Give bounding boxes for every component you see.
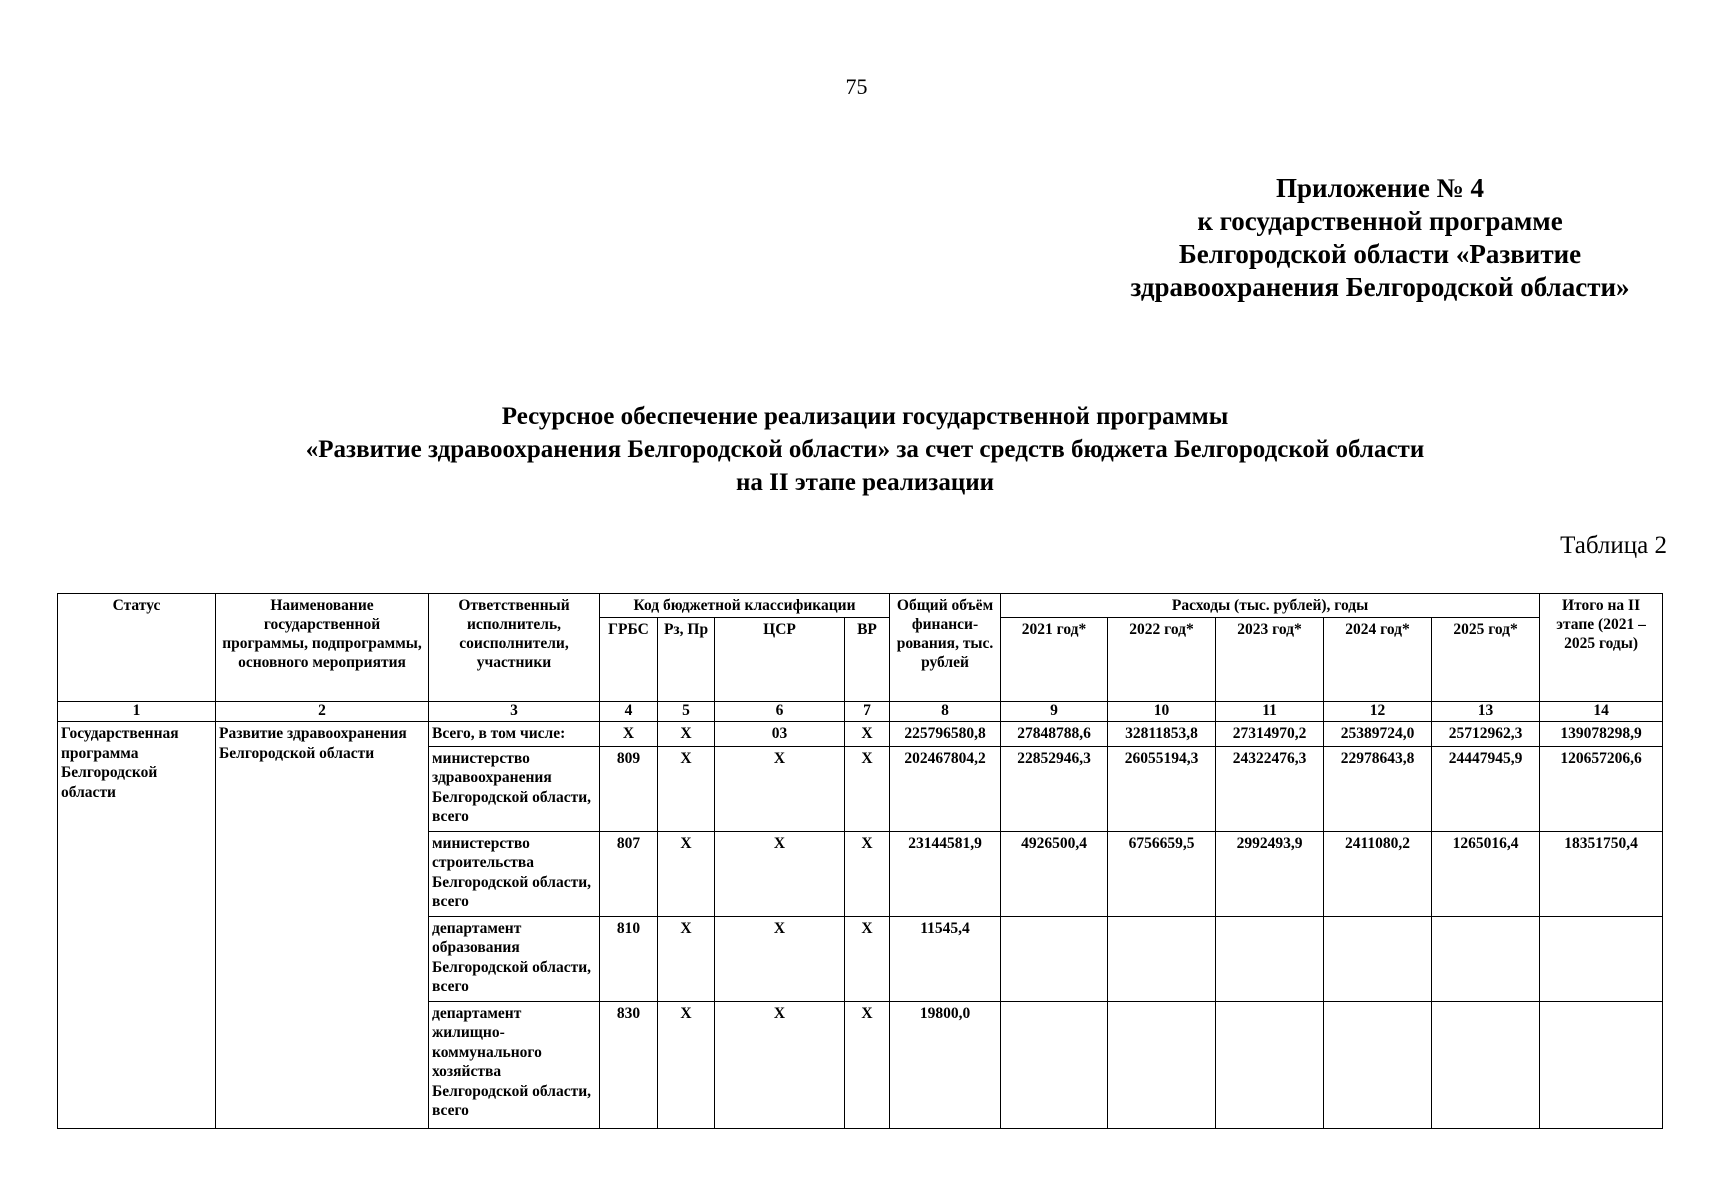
- year-2022-cell: 6756659,5: [1108, 831, 1216, 916]
- total-cell: 225796580,8: [890, 722, 1001, 747]
- rzpr-cell: X: [658, 831, 715, 916]
- year-2021-cell: [1001, 1001, 1108, 1128]
- document-title: [100, 400, 1630, 499]
- rzpr-cell: X: [658, 722, 715, 747]
- title-line: Ресурсное обеспечение реализации государственной программы: [501, 403, 1229, 430]
- header-year-2022: 2022 год*: [1108, 618, 1216, 702]
- column-number: 8: [890, 702, 1001, 722]
- column-number: 5: [658, 702, 715, 722]
- total-cell: 202467804,2: [890, 746, 1001, 831]
- appendix-line: Приложение № 4: [1276, 173, 1484, 203]
- year-2024-cell: 22978643,8: [1324, 746, 1432, 831]
- header-year-2023: 2023 год*: [1216, 618, 1324, 702]
- stage-total-cell: 18351750,4: [1540, 831, 1663, 916]
- grbs-cell: 809: [600, 746, 658, 831]
- year-2025-cell: [1432, 916, 1540, 1001]
- total-cell: 23144581,9: [890, 831, 1001, 916]
- rzpr-cell: X: [658, 746, 715, 831]
- page-number: 75: [845, 74, 868, 99]
- table-row: [58, 722, 1663, 747]
- csr-cell: X: [715, 1001, 845, 1128]
- rzpr-cell: X: [658, 1001, 715, 1128]
- vr-cell: X: [845, 831, 890, 916]
- year-2023-cell: 24322476,3: [1216, 746, 1324, 831]
- header-rzpr: Рз, Пр: [658, 618, 715, 702]
- column-number: 14: [1540, 702, 1663, 722]
- grbs-cell: 810: [600, 916, 658, 1001]
- column-number-row: [58, 702, 1663, 722]
- grbs-cell: 807: [600, 831, 658, 916]
- column-number: 13: [1432, 702, 1540, 722]
- executor-cell: министерство здравоохранения Белгородской области, всего: [429, 746, 600, 831]
- year-2021-cell: 4926500,4: [1001, 831, 1108, 916]
- header-status: Статус: [58, 594, 216, 702]
- header-year-2024: 2024 год*: [1324, 618, 1432, 702]
- program-name-cell: Развитие здравоохранения Белгородской области: [216, 722, 429, 1129]
- executor-cell: Всего, в том числе:: [429, 722, 600, 747]
- column-number: 1: [58, 702, 216, 722]
- year-2024-cell: [1324, 1001, 1432, 1128]
- vr-cell: X: [845, 722, 890, 747]
- title-line: на II этапе реализации: [735, 469, 995, 496]
- table-label: Таблица 2: [1560, 532, 1667, 559]
- appendix-line: Белгородской области «Развитие: [1178, 239, 1582, 269]
- year-2025-cell: 25712962,3: [1432, 722, 1540, 747]
- header-csr: ЦСР: [715, 618, 845, 702]
- title-line: «Развитие здравоохранения Белгородской области» за счет средств бюджета Белгородской области: [305, 436, 1425, 463]
- column-number: 9: [1001, 702, 1108, 722]
- year-2025-cell: [1432, 1001, 1540, 1128]
- year-2021-cell: 27848788,6: [1001, 722, 1108, 747]
- column-number: 2: [216, 702, 429, 722]
- grbs-cell: X: [600, 722, 658, 747]
- rzpr-cell: X: [658, 916, 715, 1001]
- year-2023-cell: 27314970,2: [1216, 722, 1324, 747]
- stage-total-cell: [1540, 1001, 1663, 1128]
- year-2023-cell: [1216, 916, 1324, 1001]
- year-2025-cell: 1265016,4: [1432, 831, 1540, 916]
- status-cell: Государственная программа Белгородской области: [58, 722, 216, 1129]
- header-budget-code: Код бюджетной классификации: [600, 594, 890, 618]
- column-number: 3: [429, 702, 600, 722]
- csr-cell: 03: [715, 722, 845, 747]
- csr-cell: X: [715, 831, 845, 916]
- year-2023-cell: [1216, 1001, 1324, 1128]
- vr-cell: X: [845, 916, 890, 1001]
- header-stage-total: Итого на II этапе (2021 – 2025 годы): [1540, 594, 1663, 702]
- header-name: Наименование государственной программы, подпрограммы, основного мероприятия: [216, 594, 429, 702]
- year-2022-cell: [1108, 1001, 1216, 1128]
- column-number: 6: [715, 702, 845, 722]
- year-2022-cell: [1108, 916, 1216, 1001]
- total-cell: 19800,0: [890, 1001, 1001, 1128]
- csr-cell: X: [715, 746, 845, 831]
- year-2021-cell: [1001, 916, 1108, 1001]
- year-2021-cell: 22852946,3: [1001, 746, 1108, 831]
- year-2024-cell: 25389724,0: [1324, 722, 1432, 747]
- appendix-line: к государственной программе: [1197, 206, 1563, 236]
- stage-total-cell: [1540, 916, 1663, 1001]
- header-total-funding: Общий объём финанси-рования, тыс. рублей: [890, 594, 1001, 702]
- vr-cell: X: [845, 746, 890, 831]
- year-2024-cell: [1324, 916, 1432, 1001]
- header-executor: Ответственный исполнитель, соисполнители, участники: [429, 594, 600, 702]
- header-expenses: Расходы (тыс. рублей), годы: [1001, 594, 1540, 618]
- column-number: 11: [1216, 702, 1324, 722]
- year-2025-cell: 24447945,9: [1432, 746, 1540, 831]
- column-number: 10: [1108, 702, 1216, 722]
- year-2022-cell: 32811853,8: [1108, 722, 1216, 747]
- stage-total-cell: 120657206,6: [1540, 746, 1663, 831]
- executor-cell: министерство строительства Белгородской области, всего: [429, 831, 600, 916]
- year-2024-cell: 2411080,2: [1324, 831, 1432, 916]
- header-grbs: ГРБС: [600, 618, 658, 702]
- column-number: 4: [600, 702, 658, 722]
- executor-cell: департамент жилищно-коммунального хозяйства Белгородской области, всего: [429, 1001, 600, 1128]
- column-number: 7: [845, 702, 890, 722]
- year-2022-cell: 26055194,3: [1108, 746, 1216, 831]
- csr-cell: X: [715, 916, 845, 1001]
- resource-table: [57, 593, 1663, 1129]
- header-vr: ВР: [845, 618, 890, 702]
- column-number: 12: [1324, 702, 1432, 722]
- stage-total-cell: 139078298,9: [1540, 722, 1663, 747]
- appendix-header: [1080, 172, 1680, 304]
- header-year-2021: 2021 год*: [1001, 618, 1108, 702]
- header-year-2025: 2025 год*: [1432, 618, 1540, 702]
- total-cell: 11545,4: [890, 916, 1001, 1001]
- appendix-line: здравоохранения Белгородской области»: [1130, 272, 1630, 302]
- year-2023-cell: 2992493,9: [1216, 831, 1324, 916]
- header-row: [58, 594, 1663, 618]
- vr-cell: X: [845, 1001, 890, 1128]
- executor-cell: департамент образования Белгородской области, всего: [429, 916, 600, 1001]
- grbs-cell: 830: [600, 1001, 658, 1128]
